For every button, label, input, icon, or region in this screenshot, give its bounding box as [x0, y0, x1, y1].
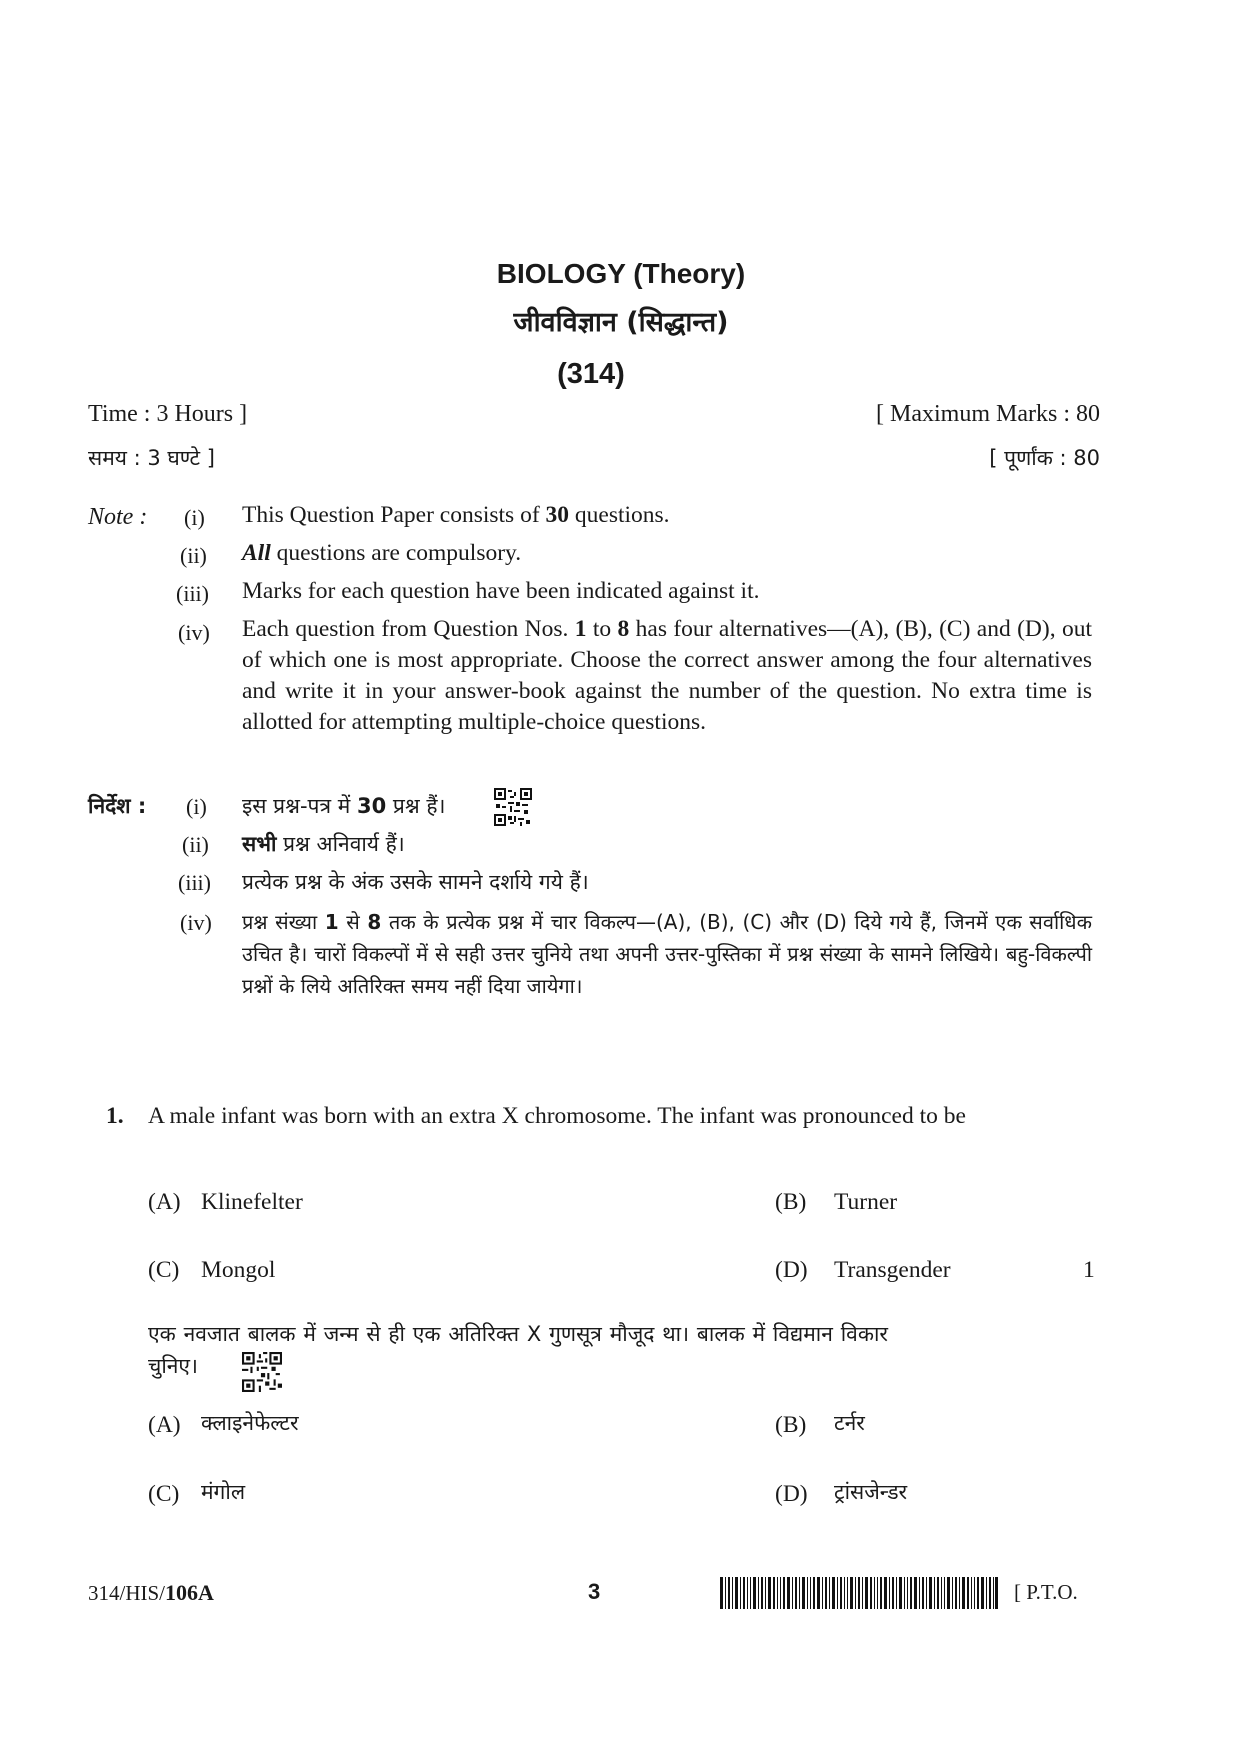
question-marks: 1	[1083, 1257, 1095, 1283]
option-en-d-key: (D)	[775, 1257, 808, 1283]
option-en-a-key: (A)	[148, 1189, 181, 1215]
note-en-item-1: This Question Paper consists of 30 questions.	[242, 502, 670, 528]
note-hi-num-3: (iii)	[178, 870, 211, 895]
option-hi-b-key: (B)	[775, 1412, 807, 1438]
note-hi-item-3: प्रत्येक प्रश्न के अंक उसके सामने दर्शाये गये हैं।	[242, 870, 589, 894]
time-english: Time : 3 Hours ]	[88, 401, 248, 427]
note-en-item-4: Each question from Question Nos. 1 to 8 has four alternatives—(A), (B), (C) and (D), out of which one is most appropriate. Choose the correct answer among the four alternatives and write it in your answer-book against the number of the question. No extra time is allotted for attempting multiple-choice questions.	[242, 616, 1092, 735]
question-text-hindi: एक नवजात बालक में जन्म से ही एक अतिरिक्त X गुणसूत्र मौजूद था। बालक में विद्यमान विकार चुनिए।	[148, 1322, 888, 1378]
option-hi-d-key: (D)	[775, 1481, 808, 1507]
note-hi-item-2: सभी प्रश्न अनिवार्य हैं।	[242, 832, 405, 856]
option-en-a: Klinefelter	[201, 1189, 303, 1215]
option-hi-a: क्लाइनेफेल्टर	[201, 1411, 299, 1435]
option-hi-a-key: (A)	[148, 1412, 181, 1438]
option-hi-b: टर्नर	[834, 1411, 865, 1435]
option-en-c: Mongol	[201, 1257, 276, 1283]
max-marks-english: [ Maximum Marks : 80	[876, 401, 1100, 427]
note-hi-num-1: (i)	[186, 794, 207, 819]
note-en-item-3: Marks for each question have been indicated against it.	[242, 578, 760, 604]
note-label: Note :	[88, 504, 148, 530]
option-hi-c: मंगोल	[201, 1480, 246, 1504]
option-en-b: Turner	[834, 1189, 898, 1215]
note-hi-num-4: (iv)	[180, 910, 212, 935]
note-en-num-2: (ii)	[180, 543, 207, 568]
barcode-icon	[720, 1577, 998, 1609]
footer-pto: [ P.T.O.	[1014, 1580, 1078, 1604]
footer-page-number: 3	[588, 1579, 601, 1604]
note-en-num-1: (i)	[184, 505, 205, 530]
footer-paper-code: 314/HIS/106A	[88, 1580, 214, 1605]
title-english: BIOLOGY (Theory)	[496, 258, 746, 289]
qr-code-icon	[494, 788, 532, 830]
max-marks-hindi: [ पूर्णांक : 80	[989, 446, 1100, 470]
qr-code-icon	[242, 1352, 282, 1396]
option-en-b-key: (B)	[775, 1189, 807, 1215]
option-hi-d: ट्रांसजेन्डर	[834, 1480, 908, 1504]
option-hi-c-key: (C)	[148, 1481, 180, 1507]
note-hi-num-2: (ii)	[182, 832, 209, 857]
time-hindi: समय : 3 घण्टे ]	[88, 446, 216, 470]
note-hindi-label: निर्देश :	[88, 794, 147, 818]
option-en-d: Transgender	[834, 1257, 951, 1283]
note-hi-item-1: इस प्रश्न-पत्र में 30 प्रश्न हैं।	[242, 794, 446, 818]
note-hi-item-4: प्रश्न संख्या 1 से 8 तक के प्रत्येक प्रश्न में चार विकल्प—(A), (B), (C) और (D) दिये गये हैं, जिनमें एक सर्वाधिक उचित है। चारों विकल्पों में से सही उत्तर चुनिये तथा अपनी उत्तर-पुस्तिका में प्रश्न संख्या के सामने लिखिये। बहु-विकल्पी प्रश्नों के लिये अतिरिक्त समय नहीं दिया जायेगा।	[242, 910, 1092, 998]
note-en-num-3: (iii)	[176, 581, 209, 606]
note-en-num-4: (iv)	[178, 620, 210, 645]
option-en-c-key: (C)	[148, 1257, 180, 1283]
paper-code: (314)	[557, 358, 625, 390]
title-hindi: जीवविज्ञान (सिद्धान्त)	[513, 307, 729, 338]
question-number: 1.	[106, 1103, 124, 1129]
question-text-english: A male infant was born with an extra X chromosome. The infant was pronounced to be	[148, 1103, 966, 1129]
note-en-item-2: All questions are compulsory.	[242, 540, 522, 566]
